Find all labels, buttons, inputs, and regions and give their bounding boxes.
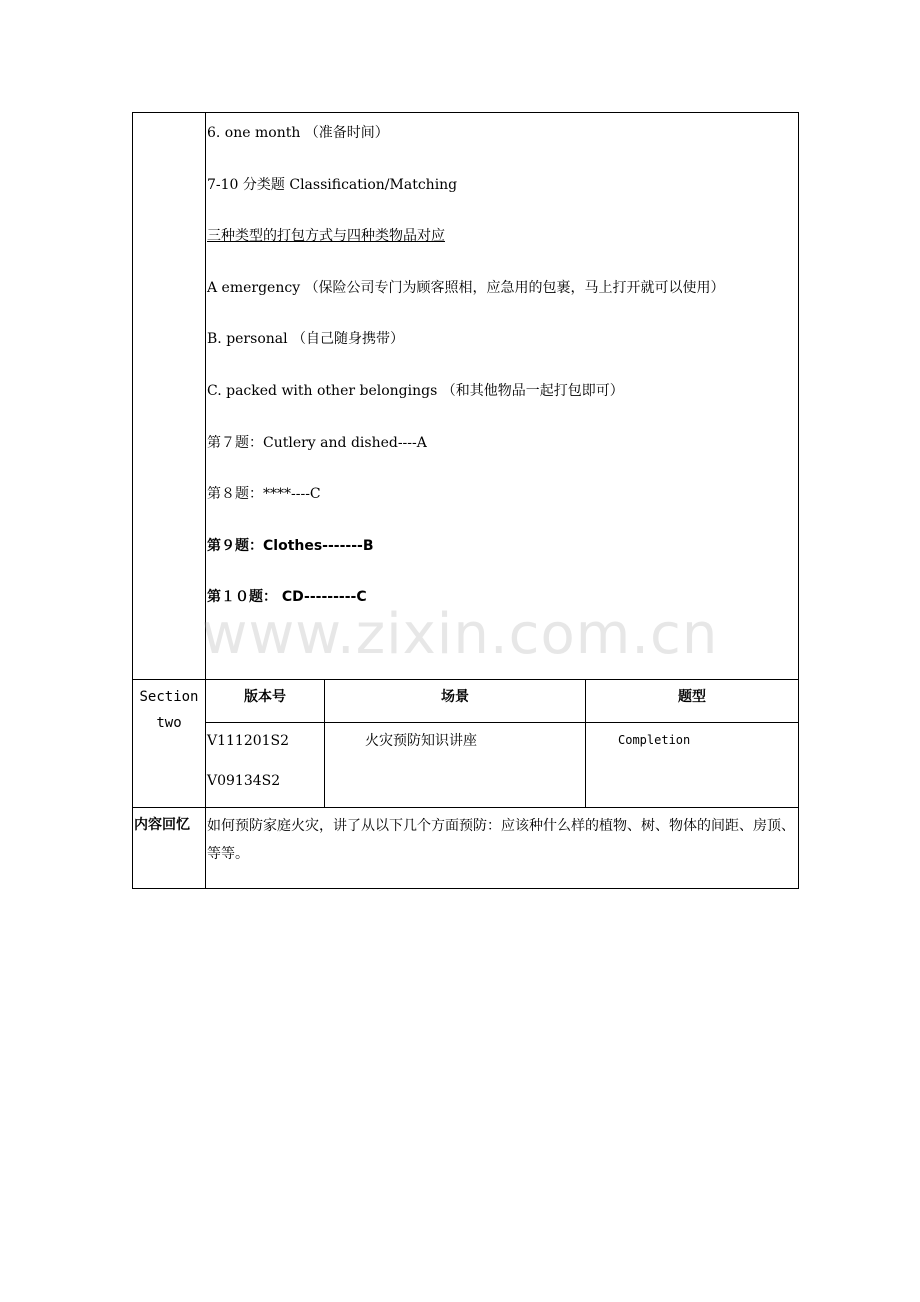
version-cell <box>206 723 325 808</box>
recall-text: 如何预防家庭火灾，讲了从以下几个方面预防：应该种什么样的植物、树、物体的间距、房顶、等等。 <box>206 808 799 889</box>
header-type: 题型 <box>586 680 799 723</box>
recall-label: 内容回忆 <box>133 808 206 889</box>
line-option-b: B. personal （自己随身携带） <box>207 331 405 348</box>
version-1: V111201S2 <box>207 733 290 749</box>
watermark: www.zixin.com.cn <box>201 602 719 667</box>
line-option-a: A emergency （保险公司专门为顾客照相，应急用的包裹，马上打开就可以使用） <box>207 279 725 296</box>
line-q9-answer: 第９题：Clothes-------B <box>207 537 374 554</box>
continued-content-cell <box>206 113 799 680</box>
line-q7-answer: 第７题：Cutlery and dished----A <box>207 434 427 451</box>
section-data-row <box>133 723 799 808</box>
question-type-cell: Completion <box>586 723 799 808</box>
left-blank-cell <box>133 113 206 680</box>
scene-cell: 火灾预防知识讲座 <box>325 723 586 808</box>
header-version: 版本号 <box>206 680 325 723</box>
section-label: Section two <box>133 680 206 808</box>
version-2: V09134S2 <box>207 773 281 789</box>
line-q8-answer: 第８题：****----C <box>207 486 321 503</box>
document-table <box>132 112 799 889</box>
line-matching-intro: 三种类型的打包方式与四种类物品对应 <box>207 228 445 245</box>
recall-row <box>133 808 799 889</box>
line-q10-answer: 第１０题： CD---------C <box>207 589 367 606</box>
line-q7-10-heading: 7-10 分类题 Classification/Matching <box>207 176 458 193</box>
header-scene: 场景 <box>325 680 586 723</box>
line-q6: 6. one month （准备时间） <box>207 125 389 141</box>
section-header-row <box>133 680 799 723</box>
continued-row <box>133 113 799 680</box>
line-option-c: C. packed with other belongings （和其他物品一起打包即可） <box>207 382 624 399</box>
